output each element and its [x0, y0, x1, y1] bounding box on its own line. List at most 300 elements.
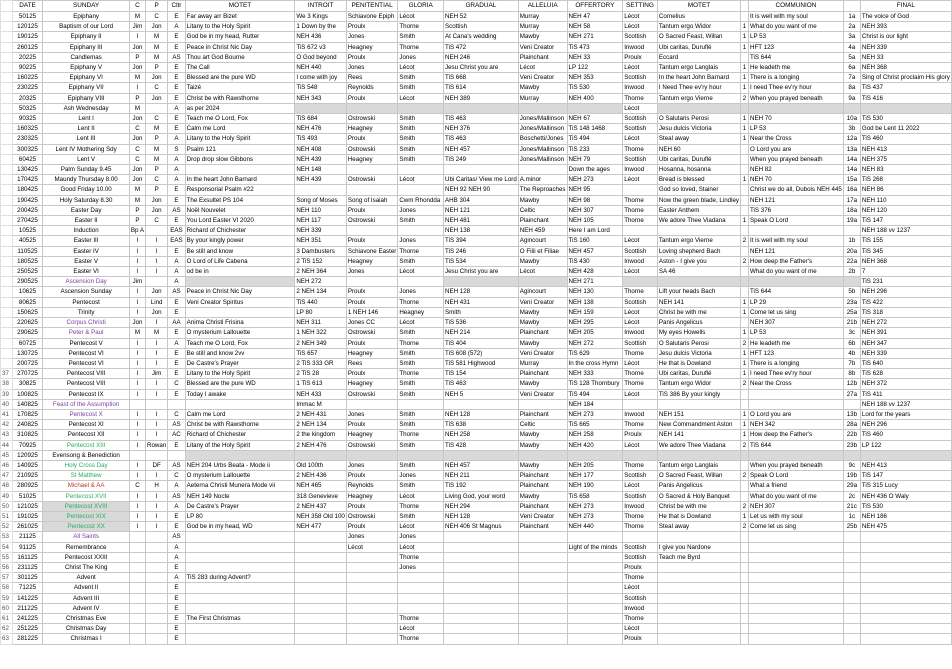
cell-gloria[interactable]: Smith: [398, 114, 444, 124]
row-number[interactable]: 45: [1, 450, 13, 460]
cell-gradual[interactable]: TiS 614: [444, 83, 519, 93]
cell-p[interactable]: [146, 277, 168, 287]
cell-offertory[interactable]: In the cross Hymn: [567, 358, 623, 368]
cell-marker[interactable]: 1: [741, 134, 749, 144]
cell-p[interactable]: Jon: [146, 287, 168, 297]
cell-motet[interactable]: Teach me O Lord, Fox: [185, 338, 295, 348]
cell-final[interactable]: God be Lent 11 2022: [860, 124, 951, 134]
cell-offertory[interactable]: TiS 494: [567, 134, 623, 144]
cell-number[interactable]: 8b: [843, 369, 860, 379]
cell-alleluia[interactable]: Plainchant: [518, 52, 567, 62]
cell-introit[interactable]: NEH 148: [295, 165, 347, 175]
cell-alleluia[interactable]: [518, 593, 567, 603]
cell-offertory[interactable]: NEH 353: [567, 73, 623, 83]
cell-date[interactable]: 300325: [12, 144, 43, 154]
cell-p[interactable]: [146, 603, 168, 613]
cell-motet-2[interactable]: Steal away: [657, 134, 740, 144]
cell-marker[interactable]: 1: [741, 358, 749, 368]
header-alleluia[interactable]: ALLELUIA: [518, 1, 567, 12]
cell-offertory[interactable]: NEH 95: [567, 185, 623, 195]
cell-p[interactable]: M: [146, 52, 168, 62]
cell-date[interactable]: 230325: [12, 134, 43, 144]
cell-sunday[interactable]: Easter IV: [43, 246, 130, 256]
cell-date[interactable]: 70925: [12, 440, 43, 450]
cell-number[interactable]: [843, 552, 860, 562]
cell-date[interactable]: 251225: [12, 624, 43, 634]
cell-motet[interactable]: Litany to the Holy Spirit: [185, 134, 295, 144]
cell-setting[interactable]: Lécot: [623, 63, 658, 73]
cell-marker[interactable]: [741, 634, 749, 644]
cell-gloria[interactable]: Jones: [398, 532, 444, 542]
cell-alleluia[interactable]: Veni Creator: [518, 42, 567, 52]
cell-sunday[interactable]: Advent II: [43, 583, 130, 593]
cell-introit[interactable]: NEH 436: [295, 32, 347, 42]
cell-sunday[interactable]: Easter III: [43, 236, 130, 246]
cell-c[interactable]: I: [129, 338, 145, 348]
cell-gradual[interactable]: [444, 624, 519, 634]
cell-final[interactable]: NEH 339: [860, 348, 951, 358]
cell-motet-2[interactable]: O Sacred & Holy Banquet: [657, 491, 740, 501]
cell-communion[interactable]: What do you want of me: [749, 267, 844, 277]
cell-introit[interactable]: [295, 613, 347, 623]
cell-marker[interactable]: [741, 532, 749, 542]
cell-offertory[interactable]: [567, 562, 623, 572]
cell-number[interactable]: 23b: [843, 440, 860, 450]
cell-alleluia[interactable]: [518, 613, 567, 623]
cell-setting[interactable]: Lécot: [623, 267, 658, 277]
cell-motet-2[interactable]: Aston - I give you: [657, 256, 740, 266]
cell-gradual[interactable]: NEH 128: [444, 287, 519, 297]
cell-c[interactable]: M: [129, 185, 145, 195]
cell-sunday[interactable]: Baptism of our Lord: [43, 22, 130, 32]
cell-communion[interactable]: [749, 226, 844, 236]
cell-number[interactable]: 22a: [843, 256, 860, 266]
cell-introit[interactable]: [295, 624, 347, 634]
cell-marker[interactable]: 1: [741, 216, 749, 226]
cell-motet-2[interactable]: NEH 141: [657, 430, 740, 440]
cell-motet-2[interactable]: [657, 573, 740, 583]
cell-alleluia[interactable]: Mawby: [518, 83, 567, 93]
cell-c[interactable]: [129, 583, 145, 593]
cell-date[interactable]: 261025: [12, 522, 43, 532]
cell-c[interactable]: P: [129, 205, 145, 215]
cell-c[interactable]: [129, 542, 145, 552]
cell-gloria[interactable]: Smith: [398, 144, 444, 154]
cell-penitential[interactable]: Rees: [346, 73, 398, 83]
cell-introit[interactable]: 2 NEH 436: [295, 471, 347, 481]
cell-motet-2[interactable]: [657, 624, 740, 634]
cell-gloria[interactable]: Jones: [398, 205, 444, 215]
cell-sunday[interactable]: Peter & Paul: [43, 328, 130, 338]
cell-date[interactable]: 10525: [12, 226, 43, 236]
cell-motet[interactable]: Litany to the Holy Spirit: [185, 22, 295, 32]
cell-c[interactable]: [129, 603, 145, 613]
cell-offertory[interactable]: TiS 665: [567, 420, 623, 430]
cell-sunday[interactable]: Epiphany VI: [43, 73, 130, 83]
cell-marker[interactable]: [741, 165, 749, 175]
cell-communion[interactable]: [749, 542, 844, 552]
cell-marker[interactable]: [741, 154, 749, 164]
cell-motet-2[interactable]: Lift your heads Bach: [657, 287, 740, 297]
cell-motet[interactable]: De Castre's Prayer: [185, 501, 295, 511]
cell-communion[interactable]: [749, 450, 844, 460]
cell-sunday[interactable]: Holy Cross Day: [43, 460, 130, 470]
cell-cltr[interactable]: E: [168, 63, 185, 73]
cell-setting[interactable]: Thorne: [623, 216, 658, 226]
cell-gloria[interactable]: Smith: [398, 511, 444, 521]
cell-sunday[interactable]: All Saints: [43, 532, 130, 542]
cell-introit[interactable]: [295, 542, 347, 552]
cell-alleluia[interactable]: Mawby: [518, 460, 567, 470]
cell-gradual[interactable]: TiS 394: [444, 236, 519, 246]
cell-marker[interactable]: 2: [741, 256, 749, 266]
cell-cltr[interactable]: A: [168, 134, 185, 144]
header-number[interactable]: [843, 1, 860, 12]
cell-cltr[interactable]: E: [168, 307, 185, 317]
cell-c[interactable]: I: [129, 511, 145, 521]
cell-offertory[interactable]: NEH 273: [567, 175, 623, 185]
cell-communion[interactable]: LP 29: [749, 297, 844, 307]
cell-gloria[interactable]: Lécot: [398, 175, 444, 185]
cell-c[interactable]: [129, 634, 145, 644]
cell-date[interactable]: 280925: [12, 481, 43, 491]
cell-final[interactable]: NEH 413: [860, 460, 951, 470]
cell-communion[interactable]: NEH 307: [749, 318, 844, 328]
cell-penitential[interactable]: Lécot: [346, 542, 398, 552]
cell-penitential[interactable]: Ostrowski: [346, 440, 398, 450]
cell-marker[interactable]: 2: [741, 338, 749, 348]
cell-penitential[interactable]: Proulx: [346, 134, 398, 144]
cell-marker[interactable]: 1: [741, 420, 749, 430]
cell-motet-2[interactable]: [657, 450, 740, 460]
header-setting[interactable]: SETTING: [623, 1, 658, 12]
cell-c[interactable]: I: [129, 236, 145, 246]
cell-final[interactable]: [860, 573, 951, 583]
cell-sunday[interactable]: Pentecost VI: [43, 348, 130, 358]
cell-gradual[interactable]: TiS 581 Highwood: [444, 358, 519, 368]
cell-sunday[interactable]: Pentecost VIII: [43, 369, 130, 379]
cell-alleluia[interactable]: Murray: [518, 93, 567, 103]
cell-penitential[interactable]: Jones CC: [346, 318, 398, 328]
cell-communion[interactable]: He leadeth me: [749, 63, 844, 73]
cell-penitential[interactable]: Proulx: [346, 420, 398, 430]
cell-sunday[interactable]: Feast of the Assumption: [43, 399, 130, 409]
cell-alleluia[interactable]: Mawby: [518, 318, 567, 328]
cell-offertory[interactable]: NEH 428: [567, 267, 623, 277]
cell-cltr[interactable]: AS: [168, 52, 185, 62]
cell-cltr[interactable]: AS: [168, 205, 185, 215]
cell-marker[interactable]: [741, 318, 749, 328]
row-number[interactable]: 54: [1, 542, 13, 552]
cell-motet-2[interactable]: O Salutaris Perosi: [657, 114, 740, 124]
cell-gloria[interactable]: Jones: [398, 562, 444, 572]
cell-number[interactable]: 25b: [843, 522, 860, 532]
cell-introit[interactable]: 2 NEH 364: [295, 267, 347, 277]
cell-cltr[interactable]: [168, 450, 185, 460]
cell-final[interactable]: 7: [860, 267, 951, 277]
cell-setting[interactable]: Thorne: [623, 93, 658, 103]
cell-motet[interactable]: [185, 165, 295, 175]
cell-cltr[interactable]: E: [168, 42, 185, 52]
cell-setting[interactable]: Lécot: [623, 583, 658, 593]
cell-cltr[interactable]: E: [168, 440, 185, 450]
cell-motet-2[interactable]: Teach me Byrd: [657, 552, 740, 562]
cell-offertory[interactable]: TiS 148 1468: [567, 124, 623, 134]
cell-final[interactable]: Lord for the years: [860, 409, 951, 419]
cell-final[interactable]: NEH 391: [860, 328, 951, 338]
cell-setting[interactable]: Thorne: [623, 369, 658, 379]
cell-motet[interactable]: Calm me Lord: [185, 409, 295, 419]
cell-setting[interactable]: Lécot: [623, 358, 658, 368]
cell-c[interactable]: [129, 593, 145, 603]
cell-gloria[interactable]: Thorne: [398, 613, 444, 623]
header-penitential[interactable]: PENITENTIAL: [346, 1, 398, 12]
cell-gradual[interactable]: TiS 534: [444, 256, 519, 266]
cell-communion[interactable]: NEH 70: [749, 114, 844, 124]
row-number[interactable]: [1, 175, 13, 185]
cell-gradual[interactable]: [444, 165, 519, 175]
cell-offertory[interactable]: TiS 530: [567, 83, 623, 93]
cell-date[interactable]: 90325: [12, 114, 43, 124]
cell-penitential[interactable]: 1 NEH 146: [346, 307, 398, 317]
cell-c[interactable]: M: [129, 73, 145, 83]
cell-number[interactable]: 3b: [843, 124, 860, 134]
cell-gloria[interactable]: Lécot: [398, 267, 444, 277]
header-marker[interactable]: [741, 1, 749, 12]
cell-c[interactable]: I: [129, 430, 145, 440]
cell-gradual[interactable]: TiS 472: [444, 42, 519, 52]
cell-gradual[interactable]: NEH 481: [444, 216, 519, 226]
row-number[interactable]: [1, 103, 13, 113]
row-number[interactable]: 48: [1, 481, 13, 491]
cell-communion[interactable]: It is well with my soul: [749, 12, 844, 22]
cell-gloria[interactable]: Smith: [398, 389, 444, 399]
cell-date[interactable]: 120925: [12, 450, 43, 460]
cell-gloria[interactable]: Smith: [398, 379, 444, 389]
cell-sunday[interactable]: Lent II: [43, 124, 130, 134]
cell-number[interactable]: 1b: [843, 236, 860, 246]
cell-c[interactable]: Jim: [129, 22, 145, 32]
cell-cltr[interactable]: E: [168, 511, 185, 521]
row-number[interactable]: 52: [1, 522, 13, 532]
cell-gloria[interactable]: Heagney: [398, 307, 444, 317]
cell-date[interactable]: 90225: [12, 63, 43, 73]
cell-introit[interactable]: NEH 465: [295, 481, 347, 491]
cell-alleluia[interactable]: Mawby: [518, 307, 567, 317]
cell-setting[interactable]: Thorne: [623, 511, 658, 521]
cell-marker[interactable]: [741, 481, 749, 491]
cell-final[interactable]: [860, 542, 951, 552]
cell-penitential[interactable]: Proulx: [346, 338, 398, 348]
cell-date[interactable]: 160325: [12, 124, 43, 134]
cell-setting[interactable]: Thorne: [623, 195, 658, 205]
row-number[interactable]: 50: [1, 501, 13, 511]
cell-c[interactable]: Jon: [129, 175, 145, 185]
cell-c[interactable]: I: [129, 297, 145, 307]
cell-cltr[interactable]: A: [168, 165, 185, 175]
cell-number[interactable]: 15a: [843, 175, 860, 185]
cell-cltr[interactable]: A: [168, 154, 185, 164]
cell-introit[interactable]: 2 NEH 431: [295, 409, 347, 419]
cell-final[interactable]: NEH 436 O Waly: [860, 491, 951, 501]
cell-communion[interactable]: [749, 624, 844, 634]
cell-number[interactable]: [843, 583, 860, 593]
cell-c[interactable]: [129, 624, 145, 634]
cell-alleluia[interactable]: Jones/Mallinson: [518, 144, 567, 154]
cell-cltr[interactable]: E: [168, 613, 185, 623]
cell-number[interactable]: 25a: [843, 307, 860, 317]
cell-alleluia[interactable]: Murray: [518, 358, 567, 368]
cell-communion[interactable]: [749, 532, 844, 542]
cell-penitential[interactable]: Proulx: [346, 501, 398, 511]
cell-final[interactable]: NEH 413: [860, 144, 951, 154]
row-number[interactable]: 41: [1, 409, 13, 419]
cell-gradual[interactable]: NEH 258: [444, 430, 519, 440]
cell-date[interactable]: 51025: [12, 491, 43, 501]
cell-communion[interactable]: [749, 562, 844, 572]
cell-motet[interactable]: You Lord Easter VI 2020: [185, 216, 295, 226]
cell-cltr[interactable]: E: [168, 195, 185, 205]
cell-number[interactable]: 9c: [843, 460, 860, 470]
cell-marker[interactable]: 2: [741, 236, 749, 246]
cell-offertory[interactable]: NEH 130: [567, 287, 623, 297]
cell-alleluia[interactable]: Lécot: [518, 63, 567, 73]
cell-number[interactable]: 2a: [843, 22, 860, 32]
cell-date[interactable]: 21125: [12, 532, 43, 542]
cell-motet[interactable]: Blessed are the pure WD: [185, 379, 295, 389]
row-number[interactable]: [1, 12, 13, 22]
cell-gloria[interactable]: Lécot: [398, 624, 444, 634]
cell-alleluia[interactable]: Jones/Mallinson: [518, 114, 567, 124]
cell-date[interactable]: 50325: [12, 103, 43, 113]
cell-p[interactable]: I: [146, 318, 168, 328]
cell-setting[interactable]: Thorne: [623, 420, 658, 430]
cell-c[interactable]: I: [129, 389, 145, 399]
cell-gradual[interactable]: NEH 406 St Magnus: [444, 522, 519, 532]
cell-cltr[interactable]: AS: [168, 460, 185, 470]
cell-introit[interactable]: 318 Genevieve: [295, 491, 347, 501]
cell-introit[interactable]: 2 NEH 134: [295, 287, 347, 297]
cell-date[interactable]: 130725: [12, 348, 43, 358]
cell-penitential[interactable]: Proulx: [346, 287, 398, 297]
cell-introit[interactable]: We 3 Kings: [295, 12, 347, 22]
cell-number[interactable]: 19a: [843, 216, 860, 226]
cell-motet-2[interactable]: NEH 60: [657, 144, 740, 154]
cell-motet[interactable]: Anima Christi Frisina: [185, 318, 295, 328]
cell-gradual[interactable]: NEH 294: [444, 501, 519, 511]
row-number[interactable]: [1, 256, 13, 266]
cell-motet-2[interactable]: [657, 613, 740, 623]
cell-offertory[interactable]: TiS 233: [567, 144, 623, 154]
cell-motet[interactable]: O Lord of Life Cabena: [185, 256, 295, 266]
cell-gradual[interactable]: TiS 192: [444, 481, 519, 491]
cell-date[interactable]: 250525: [12, 267, 43, 277]
row-number[interactable]: 42: [1, 420, 13, 430]
cell-communion[interactable]: NEH 342: [749, 420, 844, 430]
cell-motet-2[interactable]: We adore Thee Viadana: [657, 216, 740, 226]
cell-gradual[interactable]: TiS 154: [444, 369, 519, 379]
cell-alleluia[interactable]: The Reproaches: [519, 186, 566, 194]
cell-p[interactable]: Lind: [146, 297, 168, 307]
cell-gradual[interactable]: TiS 428: [444, 440, 519, 450]
cell-introit[interactable]: [295, 562, 347, 572]
cell-p[interactable]: I: [146, 267, 168, 277]
cell-gloria[interactable]: Smith: [398, 409, 444, 419]
cell-penitential[interactable]: Ostrowski: [346, 511, 398, 521]
cell-setting[interactable]: Scottish: [623, 471, 658, 481]
cell-c[interactable]: I: [129, 491, 145, 501]
cell-motet-2[interactable]: Ubi caritas, Duruflé: [657, 154, 740, 164]
cell-number[interactable]: 7a: [843, 73, 860, 83]
cell-motet-2[interactable]: We adore Thee Viadana: [657, 440, 740, 450]
cell-sunday[interactable]: Good Friday 10.00: [43, 185, 130, 195]
row-number[interactable]: [1, 226, 13, 236]
cell-alleluia[interactable]: Celtic: [518, 420, 567, 430]
cell-gradual[interactable]: NEH 5: [444, 389, 519, 399]
row-number[interactable]: [1, 1, 13, 12]
cell-date[interactable]: 30825: [12, 379, 43, 389]
cell-offertory[interactable]: Down the ages: [567, 165, 623, 175]
cell-p[interactable]: M: [146, 124, 168, 134]
cell-number[interactable]: [843, 593, 860, 603]
cell-introit[interactable]: [295, 583, 347, 593]
row-number[interactable]: [1, 144, 13, 154]
cell-marker[interactable]: [741, 389, 749, 399]
cell-final[interactable]: NEH 368: [860, 63, 951, 73]
cell-number[interactable]: 14a: [843, 154, 860, 164]
cell-cltr[interactable]: E: [168, 12, 185, 22]
cell-setting[interactable]: Scottish: [623, 154, 658, 164]
cell-gloria[interactable]: Thorne: [398, 430, 444, 440]
cell-number[interactable]: [843, 532, 860, 542]
cell-sunday[interactable]: Trinity: [43, 307, 130, 317]
cell-offertory[interactable]: [567, 532, 623, 542]
cell-final[interactable]: NEH 110: [860, 195, 951, 205]
cell-offertory[interactable]: NEH 105: [567, 216, 623, 226]
cell-motet[interactable]: [185, 552, 295, 562]
cell-p[interactable]: P: [146, 185, 168, 195]
cell-sunday[interactable]: Christmas Day: [43, 624, 130, 634]
cell-motet[interactable]: od be in: [185, 267, 295, 277]
cell-penitential[interactable]: Heagney: [346, 256, 398, 266]
cell-communion[interactable]: TiS 644: [749, 52, 844, 62]
cell-alleluia[interactable]: Veni Creator: [518, 389, 567, 399]
row-number[interactable]: [1, 216, 13, 226]
cell-cltr[interactable]: A: [168, 267, 185, 277]
cell-date[interactable]: 161125: [12, 552, 43, 562]
cell-cltr[interactable]: A: [168, 22, 185, 32]
cell-date[interactable]: 270725: [12, 369, 43, 379]
cell-gradual[interactable]: Jesu Christ you are: [444, 267, 519, 277]
cell-penitential[interactable]: Ostrowski: [346, 114, 398, 124]
cell-motet-2[interactable]: [657, 532, 740, 542]
cell-cltr[interactable]: E: [168, 32, 185, 42]
cell-c[interactable]: M: [129, 103, 145, 113]
row-number[interactable]: [1, 22, 13, 32]
cell-alleluia[interactable]: [518, 583, 567, 593]
cell-motet[interactable]: Noël Nouvelet: [185, 205, 295, 215]
cell-setting[interactable]: Lécot: [623, 481, 658, 491]
cell-marker[interactable]: [741, 552, 749, 562]
cell-p[interactable]: I: [146, 338, 168, 348]
cell-motet[interactable]: The First Christmas: [185, 613, 295, 623]
cell-introit[interactable]: Song of Moses: [295, 195, 347, 205]
cell-motet[interactable]: The Exsultet PS 104: [185, 195, 295, 205]
cell-motet[interactable]: NEH 149 Nocte: [185, 491, 295, 501]
cell-setting[interactable]: Thorne: [623, 205, 658, 215]
cell-p[interactable]: Jon: [146, 73, 168, 83]
cell-motet[interactable]: Far away arr Bizet: [185, 12, 295, 22]
